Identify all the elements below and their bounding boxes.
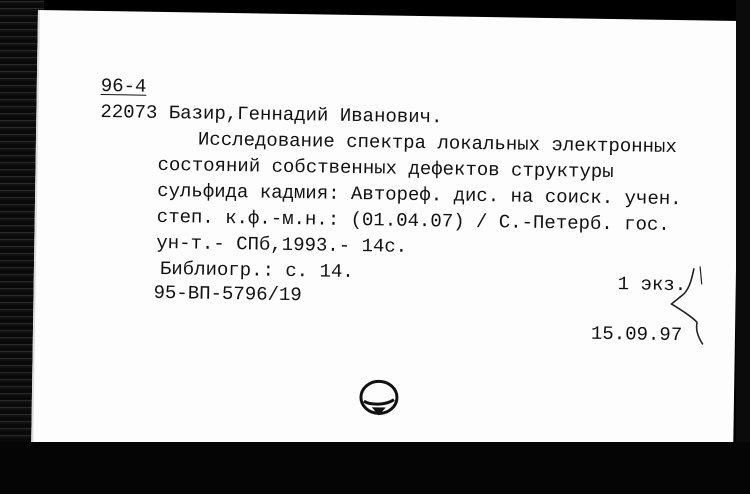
- catalog-card: [31, 10, 740, 453]
- card-line-record-number: 95-ВП-5796/19: [153, 281, 302, 307]
- card-line-title-2: состояний собственных дефектов структуры: [157, 153, 614, 184]
- copies-count: 1 экз.: [617, 273, 687, 297]
- scan-bottom-border: [0, 442, 750, 494]
- call-number: 96-4: [100, 74, 147, 98]
- entry-date: 15.09.97: [590, 322, 683, 347]
- card-line-publication: ун-т.- СПб,1993.- 14с.: [156, 231, 408, 258]
- card-line-title-1: Исследование спектра локальных электронных: [197, 128, 677, 159]
- library-stamp-icon: [356, 375, 403, 420]
- card-line-title-3: сульфида кадмия: Автореф. дис. на соиск. учен.: [157, 179, 682, 211]
- scan-right-border: [736, 0, 750, 494]
- card-line-degree: степ. к.ф.-м.н.: (01.04.07) / С.-Петерб. гос.: [156, 205, 670, 236]
- card-line-author: 22073 Базир,Геннадий Иванович.: [100, 100, 443, 129]
- card-line-bibliography: Библиогр.: с. 14.: [159, 257, 354, 283]
- handwritten-check-mark: [663, 264, 714, 355]
